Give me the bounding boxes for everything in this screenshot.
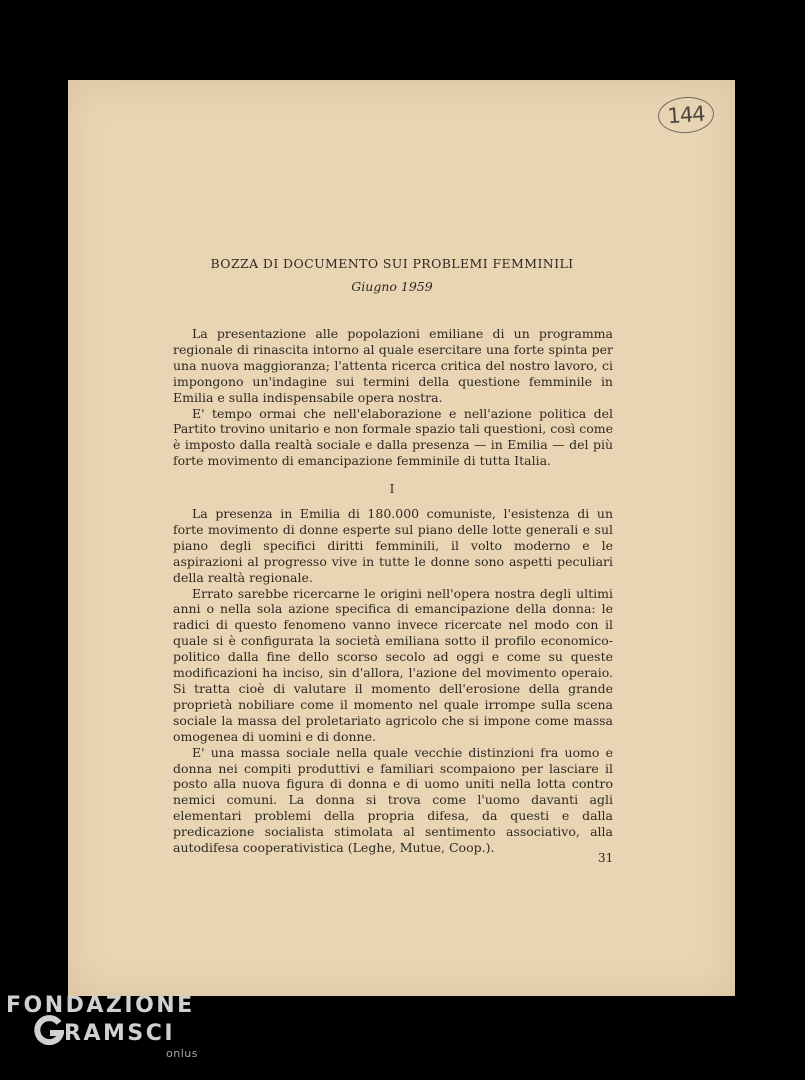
watermark-line2: RAMSCI bbox=[64, 1021, 176, 1046]
intro-text bbox=[173, 326, 613, 469]
archive-folio-number: 144 bbox=[657, 95, 715, 135]
document-page bbox=[68, 80, 735, 996]
paragraph: E' tempo ormai che nell'elaborazione e nell'azione politica del Partito trovino unitario e non formale spazio tali questioni, così come è imposto dalla realtà sociale e dalla presenza — in Emilia — del più forte movimento di emancipazione femminile di tutta Italia. bbox=[173, 405, 613, 469]
gramsci-g-logo-icon bbox=[34, 1015, 64, 1045]
document-title: BOZZA DI DOCUMENTO SUI PROBLEMI FEMMINILI bbox=[210, 256, 574, 271]
watermark-line3: onlus bbox=[166, 1047, 198, 1060]
fondazione-gramsci-watermark bbox=[6, 993, 206, 1075]
paragraph: E' una massa sociale nella quale vecchie distinzioni fra uomo e donna nei compiti produttivi e familiari scompaiono per lasciare il posto alla nuova figura di donna e di uomo uniti nella lotta contro nemici comuni. La donna si trova come l'uomo davanti agli elementari problemi della propria difesa, da questi e dalla predicazione socialista stimolata al sentimento associativo, alla autodifesa cooperativistica (Leghe, Mutue, Coop.). bbox=[173, 744, 613, 856]
paragraph: La presentazione alle popolazioni emiliane di un programma regionale di rinascita intorno al quale esercitare una forte spinta per una nuova maggioranza; l'attenta ricerca critica del nostro lavoro, ci impongono un'indagine sui termini della questione femminile in Emilia e sulla indispensabile opera nostra. bbox=[173, 326, 613, 405]
page-number: 31 bbox=[598, 851, 614, 865]
paragraph: La presenza in Emilia di 180.000 comuniste, l'esistenza di un forte movimento di donne esperte sul piano delle lotte generali e sul piano degli specifici diritti femminili, il volto moderno e le aspirazioni al progresso vive in tutte le donne sono aspetti peculiari della realtà regionale. bbox=[173, 506, 613, 585]
section-text bbox=[173, 506, 613, 856]
document-date: Giugno 1959 bbox=[351, 279, 433, 294]
paragraph: Errato sarebbe ricercarne le origini nell'opera nostra degli ultimi anni o nella sola azione specifica di emancipazione della donna: le radici di questo fenomeno vanno invece ricercate nel modo con il quale si è configurata la società emiliana sotto il profilo economico-politico dalla fine dello scorso secolo ad oggi e come su queste modificazioni ha inciso, sin d'allora, l'azione del movimento operaio. Si tratta cioè di valutare il momento dell'erosione della grande proprietà nobiliare come il momento nel quale irrompe sulla scena sociale la massa del proletariato agricolo che si impone come massa omogenea di uomini e di donne. bbox=[173, 585, 613, 744]
watermark-line1: FONDAZIONE bbox=[6, 993, 195, 1018]
section-number: I bbox=[389, 482, 395, 496]
